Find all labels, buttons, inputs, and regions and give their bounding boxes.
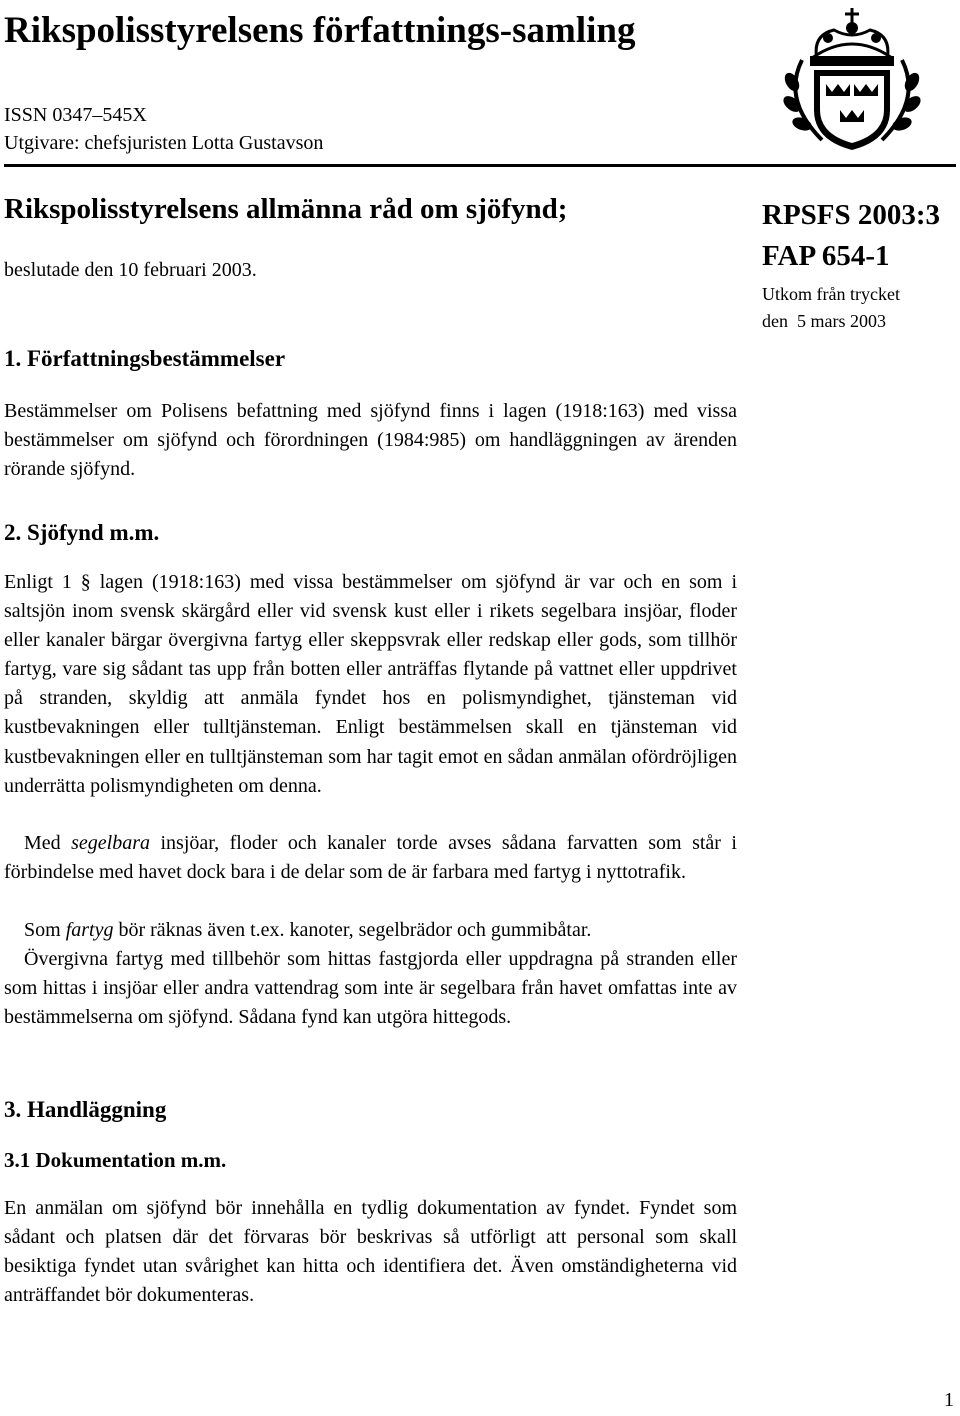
section-1-text: Bestämmelser om Polisens befattning med sjöfynd finns i lagen (1918:163) med vissa bestämmelser om sjöfynd och förordningen (1984:985) om handläggningen av ärenden rörande sjöfynd.	[4, 400, 737, 481]
publisher: Utgivare: chefsjuristen Lotta Gustavson	[4, 132, 324, 154]
publication-date	[762, 281, 900, 335]
section-2-paragraph-4	[4, 945, 737, 1032]
publication-title: Rikspolisstyrelsens författnings-samling	[4, 10, 636, 51]
publication-date-line2: den 5 mars 2003	[762, 311, 886, 331]
p2-emphasis: segelbara	[71, 832, 151, 854]
swedish-police-crest-icon	[762, 0, 942, 152]
document-code: RPSFS 2003:3	[762, 199, 941, 231]
section-2-heading: 2. Sjöfynd m.m.	[4, 520, 160, 545]
section-1-heading: 1. Författningsbestämmelser	[4, 346, 286, 371]
p3-pre: Som	[24, 919, 66, 941]
header-rule	[4, 164, 956, 167]
p3-emphasis: fartyg	[65, 919, 114, 941]
section-3-1-text: En anmälan om sjöfynd bör innehålla en tydlig dokumentation av fyndet. Fyndet som sådant och platsen där det förvaras bör beskrivas så utförligt att personal som skall besiktiga fyndet utan svårighet kan hitta och identifiera det. Även omständigheterna vid anträffandet bör dokumenteras.	[4, 1197, 737, 1307]
decision-date: beslutade den 10 februari 2003.	[4, 259, 257, 281]
section-2-paragraph-3	[4, 916, 737, 945]
p4-text: Övergivna fartyg med tillbehör som hittas fastgjorda eller uppdragna på stranden eller som hittas i insjöar eller andra vattendrag som inte är segelbara från havet omfattas inte av bestämmelserna om sjöfynd. Sådana fynd kan utgöra hittegods.	[4, 948, 737, 1029]
section-3-1-heading: 3.1 Dokumentation m.m.	[4, 1148, 227, 1172]
section-2-paragraph-1: Enligt 1 § lagen (1918:163) med vissa bestämmelser om sjöfynd är var och en som i saltsjön inom svensk skärgård eller vid svensk kust eller i rikets segelbara insjöar, floder eller kanaler bärgar övergivna fartyg eller skeppsvrak eller redskap eller gods, som tillhör fartyg, vare sig sådant tas upp från botten eller anträffas flytande på vattnet eller uppdrivet på stranden, skyldig att anmäla fyndet hos en polismyndighet, tjänsteman vid kustbevakningen eller tulltjänsteman. Enligt bestämmelsen skall en tjänsteman vid kustbevakningen eller en tulltjänsteman som har tagit emot en sådan anmälan ofördröjligen underrätta polismyndigheten om denna.	[4, 571, 737, 797]
fap-number: FAP 654-1	[762, 240, 890, 272]
section-2-paragraph-2	[4, 829, 737, 887]
p2-pre: Med	[24, 832, 72, 854]
page-number: 1	[944, 1389, 954, 1411]
publication-date-line1: Utkom från trycket	[762, 284, 900, 304]
issn: ISSN 0347–545X	[4, 104, 147, 126]
section-3-heading: 3. Handläggning	[4, 1097, 167, 1122]
p3-post: bör räknas även t.ex. kanoter, segelbrädor och gummibåtar.	[113, 919, 592, 941]
p2-post: insjöar, floder och kanaler torde avses sådana farvatten som står i förbindelse med havet dock bara i de delar som de är farbara med fartyg i nyttotrafik.	[4, 832, 737, 884]
document-title: Rikspolisstyrelsens allmänna råd om sjöfynd;	[4, 193, 568, 225]
